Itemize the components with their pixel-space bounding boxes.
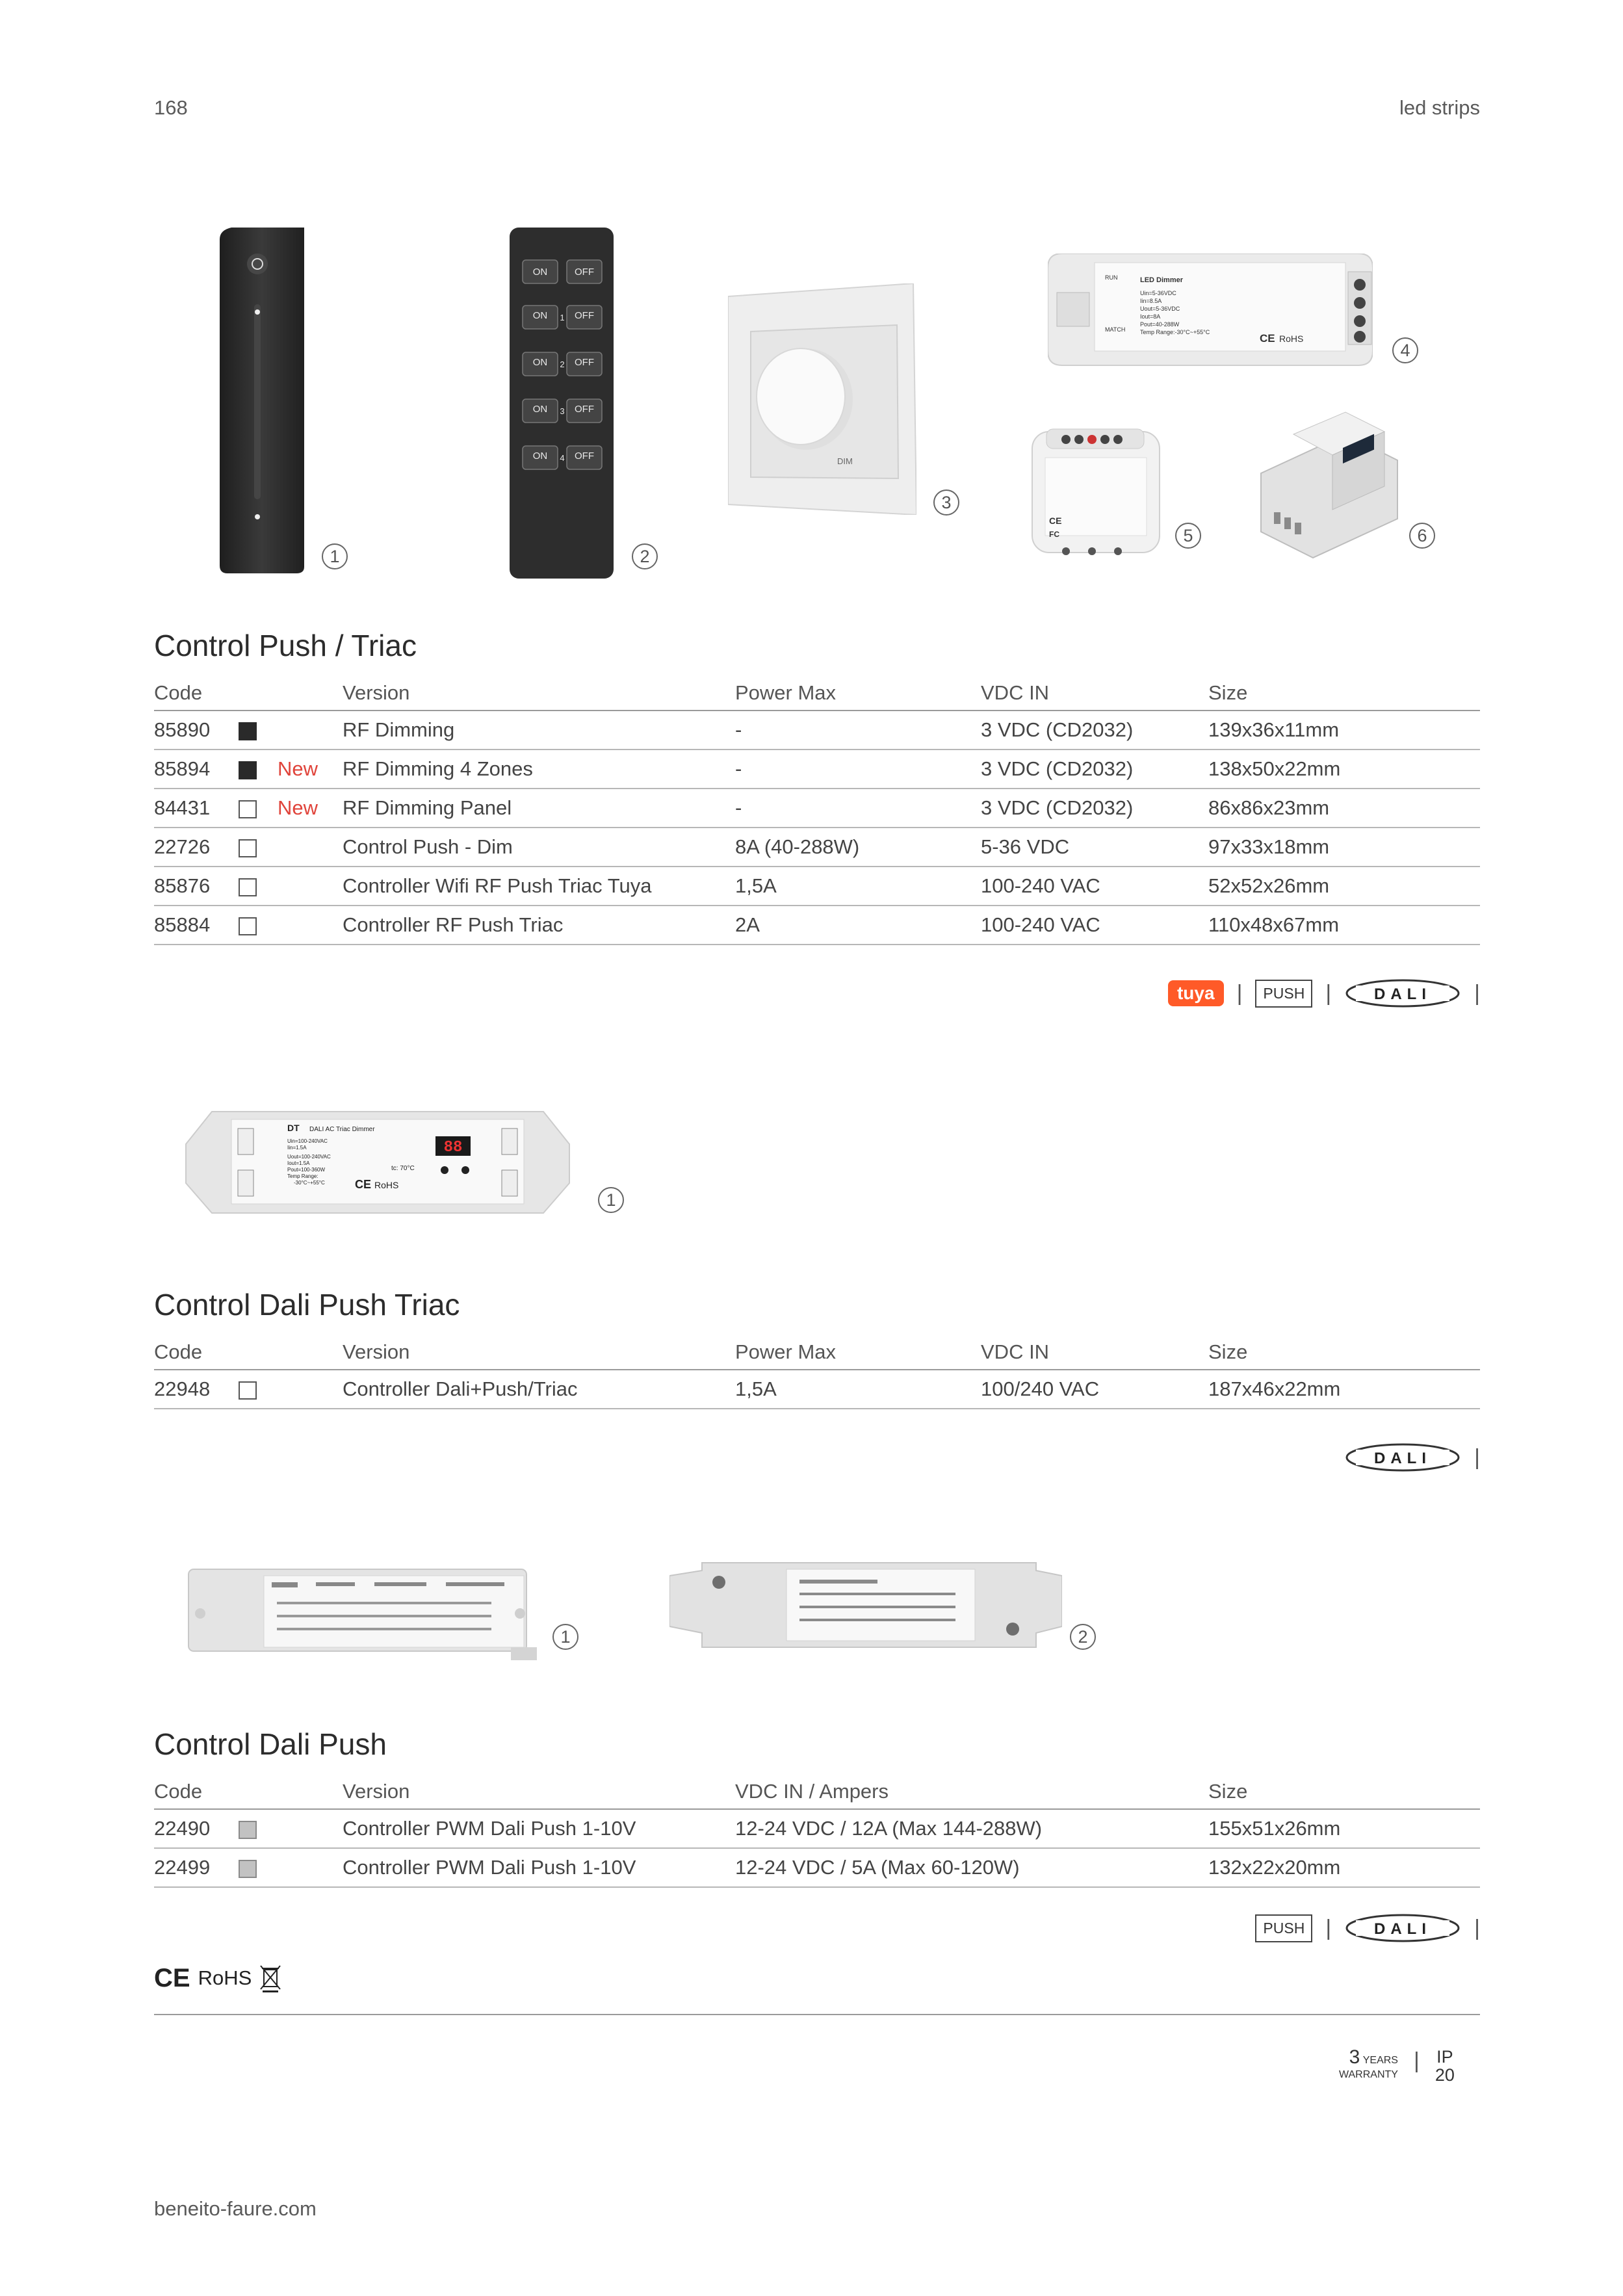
color-swatch-white <box>239 878 257 896</box>
product-image-wifi-controller <box>1027 423 1163 562</box>
spec-table-push-triac <box>154 681 1480 945</box>
table-header: Code Version Power Max VDC IN Size <box>154 681 1480 711</box>
svg-text:tc: 70°C: tc: 70°C <box>391 1165 415 1172</box>
svg-text:DALI: DALI <box>1374 1450 1432 1467</box>
color-swatch-white <box>239 1381 257 1400</box>
svg-text:1: 1 <box>560 313 565 322</box>
product-number-4: 4 <box>1392 337 1418 363</box>
svg-text:RoHS: RoHS <box>374 1180 399 1190</box>
svg-text:2: 2 <box>560 359 565 369</box>
panel-dim-label: DIM <box>837 456 853 466</box>
certifications <box>154 1963 281 1993</box>
table-row: 22726 Control Push - Dim 8A (40-288W) 5-36 VDC 97x33x18mm <box>154 828 1480 867</box>
table-row: 85894 New RF Dimming 4 Zones - 3 VDC (CD2032) 138x50x22mm <box>154 750 1480 789</box>
color-swatch-black <box>239 761 257 779</box>
new-badge: New <box>278 750 343 789</box>
rohs-label: RoHS <box>198 1966 252 1989</box>
svg-text:RUN: RUN <box>1105 274 1118 281</box>
svg-text:3: 3 <box>560 406 565 416</box>
badge-row-dali-push: PUSH | DALI | <box>1255 1911 1480 1945</box>
svg-text:DALI AC Triac Dimmer: DALI AC Triac Dimmer <box>309 1126 375 1133</box>
svg-text:Uin=100-240VACIin=1.5A: Uin=100-240VAC Iin=1.5A Uout=100-240VAC Iout=1.5A Pout=100-360W Temp Range: -30°C~+55°C <box>287 1138 331 1186</box>
table-header: Code Version VDC IN / Ampers Size <box>154 1780 1480 1809</box>
badge-row-dali-push-triac: DALI | <box>1344 1441 1480 1474</box>
svg-text:ON: ON <box>532 450 548 462</box>
svg-text:OFF: OFF <box>575 357 594 368</box>
section-title-push-triac: Control Push / Triac <box>154 629 417 662</box>
product-image-led-dimmer <box>1048 254 1373 374</box>
color-swatch-white <box>239 839 257 857</box>
svg-text:ON: ON <box>532 404 548 415</box>
table-row: 85876 Controller Wifi RF Push Triac Tuya 1,5A 100-240 VAC 52x52x26mm <box>154 867 1480 906</box>
display-digits: 88 <box>443 1139 463 1156</box>
product-number-2-pwm: 2 <box>1070 1624 1096 1650</box>
svg-text:DALI: DALI <box>1374 1920 1432 1938</box>
push-badge: PUSH <box>1255 980 1312 1008</box>
svg-text:DT: DT <box>287 1123 300 1133</box>
svg-text:Uin=5-36VDC Iin=8.5A: Uin=5-36VDC Iin=8.5A Uout=5-36VDC Iout=8A Pout=40-288W Temp Range:-30°C~+55°C <box>1140 290 1210 335</box>
remote-on-label: ON <box>532 267 548 278</box>
product-image-remote-slider <box>220 228 304 577</box>
color-swatch-grey <box>239 1821 257 1839</box>
table-row: 85884 Controller RF Push Triac 2A 100-240 VAC 110x48x67mm <box>154 906 1480 945</box>
tuya-logo: tuya <box>1168 980 1224 1006</box>
product-image-pwm-dali-large <box>186 1550 539 1670</box>
dimmer-title: LED Dimmer <box>1140 276 1184 284</box>
svg-text:4: 4 <box>560 453 565 463</box>
table-row: 84431 New RF Dimming Panel - 3 VDC (CD2032) 86x86x23mm <box>154 789 1480 828</box>
table-row: 22490 Controller PWM Dali Push 1-10V 12-24 VDC / 12A (Max 144-288W) 155x51x26mm <box>154 1809 1480 1848</box>
spec-table-dali-push <box>154 1780 1480 1888</box>
svg-text:MATCH: MATCH <box>1105 326 1126 333</box>
color-swatch-white <box>239 917 257 935</box>
dali-logo <box>1344 976 1461 1010</box>
product-number-1-dali-triac: 1 <box>598 1187 624 1213</box>
weee-bin-icon <box>259 1963 281 1993</box>
product-number-3: 3 <box>933 489 959 515</box>
footer-url: beneito-faure.com <box>154 2197 317 2220</box>
product-number-1-pwm: 1 <box>552 1624 578 1650</box>
product-number-1: 1 <box>322 543 348 569</box>
product-image-dali-triac-dimmer <box>179 1105 582 1225</box>
section-label: led strips <box>1399 96 1480 119</box>
ce-mark-icon: CE <box>154 1963 190 1992</box>
table-row: 22948 Controller Dali+Push/Triac 1,5A 100/240 VAC 187x46x22mm <box>154 1370 1480 1409</box>
dali-logo <box>1344 1911 1461 1945</box>
table-header: Code Version Power Max VDC IN Size <box>154 1340 1480 1370</box>
svg-text:DALI: DALI <box>1374 985 1432 1003</box>
table-row: 22499 Controller PWM Dali Push 1-10V 12-24 VDC / 5A (Max 60-120W) 132x22x20mm <box>154 1848 1480 1887</box>
product-number-2: 2 <box>632 543 658 569</box>
svg-text:RoHS: RoHS <box>1279 333 1304 344</box>
product-number-5: 5 <box>1175 523 1201 549</box>
spec-table-dali-push-triac <box>154 1340 1480 1409</box>
product-image-dimmer-panel <box>728 283 916 518</box>
product-number-6: 6 <box>1409 523 1435 549</box>
product-image-remote-zones <box>510 228 614 582</box>
new-badge: New <box>278 789 343 828</box>
table-row: 85890 RF Dimming - 3 VDC (CD2032) 139x36x11mm <box>154 711 1480 750</box>
footer-divider <box>154 2014 1480 2015</box>
color-swatch-black <box>239 722 257 740</box>
svg-text:OFF: OFF <box>575 450 594 462</box>
svg-text:ON: ON <box>532 310 548 321</box>
badge-row-push-triac: tuya | PUSH | DALI | <box>1168 976 1480 1010</box>
svg-text:ON: ON <box>532 357 548 368</box>
remote-off-label: OFF <box>575 267 594 278</box>
svg-text:CE: CE <box>355 1178 372 1191</box>
warranty-badge: 3 YEARS WARRANTY <box>1339 2046 1398 2080</box>
section-title-dali-push: Control Dali Push <box>154 1727 387 1761</box>
section-title-dali-push-triac: Control Dali Push Triac <box>154 1288 460 1322</box>
color-swatch-grey <box>239 1860 257 1878</box>
ip-rating: IP 20 <box>1435 2047 1455 2085</box>
dali-logo <box>1344 1441 1461 1474</box>
push-badge: PUSH <box>1255 1914 1312 1942</box>
svg-text:CE: CE <box>1049 515 1062 526</box>
svg-text:CE: CE <box>1260 332 1275 345</box>
warranty-ip-block: 3 YEARS WARRANTY | IP 20 <box>1339 2046 1455 2085</box>
svg-text:OFF: OFF <box>575 404 594 415</box>
svg-text:OFF: OFF <box>575 310 594 321</box>
product-image-din-controller <box>1248 408 1404 574</box>
product-image-pwm-dali-small <box>669 1556 1062 1657</box>
color-swatch-white <box>239 800 257 818</box>
svg-text:FC: FC <box>1049 530 1059 539</box>
page-number: 168 <box>154 96 188 119</box>
